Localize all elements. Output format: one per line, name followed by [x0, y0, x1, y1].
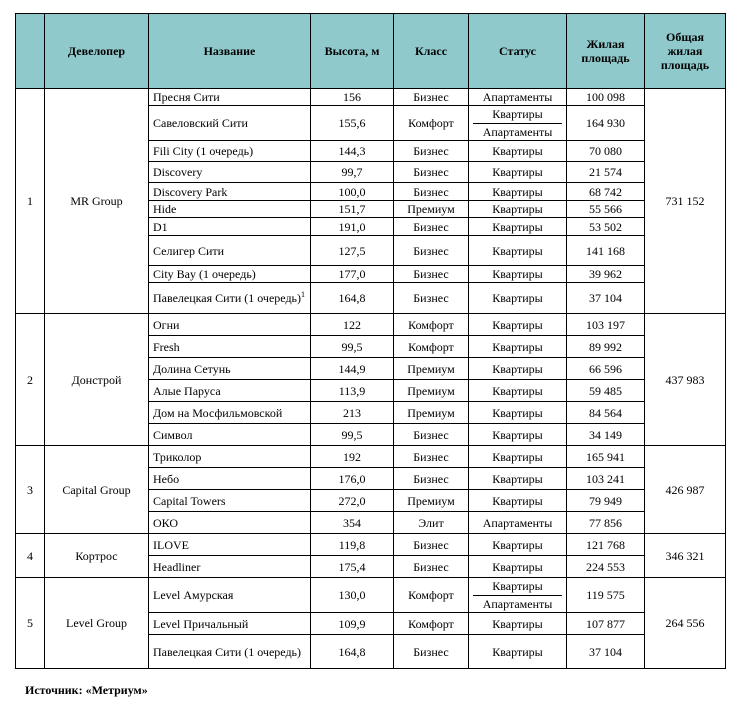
height-value: 144,9 — [311, 358, 394, 380]
project-name-text: City Bay (1 очередь) — [153, 267, 256, 281]
project-name-text: Fresh — [153, 339, 180, 354]
height-value: 175,4 — [311, 556, 394, 578]
project-name-text: Павелецкая Сити (1 очередь) — [153, 644, 302, 659]
group-number: 4 — [16, 534, 45, 578]
area-value: 119 575 — [567, 578, 645, 613]
area-value: 77 856 — [567, 512, 645, 534]
project-name-text: Пресня Сити — [153, 90, 220, 104]
area-value: 164 930 — [567, 106, 645, 141]
project-name-text: Capital Towers — [153, 493, 226, 508]
project-name — [149, 336, 311, 358]
status-value: Апартаменты — [469, 512, 567, 534]
height-value: 119,8 — [311, 534, 394, 556]
area-value: 121 768 — [567, 534, 645, 556]
class-value: Бизнес — [394, 635, 469, 669]
class-value: Комфорт — [394, 578, 469, 613]
status-value: Квартиры — [469, 162, 567, 183]
table-row — [16, 446, 726, 468]
area-value: 103 241 — [567, 468, 645, 490]
area-value: 66 596 — [567, 358, 645, 380]
project-name — [149, 236, 311, 266]
total-area-value: 346 321 — [645, 534, 726, 578]
area-value: 37 104 — [567, 283, 645, 314]
class-value: Премиум — [394, 402, 469, 424]
total-area-value: 426 987 — [645, 446, 726, 534]
status-value: Квартиры — [469, 336, 567, 358]
status-value: Квартиры — [469, 635, 567, 669]
status-item: Квартиры — [492, 579, 543, 594]
height-value: 130,0 — [311, 578, 394, 613]
class-value: Премиум — [394, 490, 469, 512]
height-value: 99,5 — [311, 424, 394, 446]
project-name — [149, 556, 311, 578]
header-class: Класс — [394, 14, 469, 89]
area-value: 103 197 — [567, 314, 645, 336]
header-developer: Девелопер — [45, 14, 149, 89]
area-value: 89 992 — [567, 336, 645, 358]
area-value: 141 168 — [567, 236, 645, 266]
class-value: Бизнес — [394, 468, 469, 490]
class-value: Бизнес — [394, 446, 469, 468]
header-total-area: Общая жилая площадь — [645, 14, 726, 89]
status-value: Квартиры — [469, 380, 567, 402]
status-value: Квартиры — [469, 424, 567, 446]
height-value: 127,5 — [311, 236, 394, 266]
group-number: 3 — [16, 446, 45, 534]
status-item: Квартиры — [492, 107, 543, 122]
project-name — [149, 266, 311, 283]
area-value: 107 877 — [567, 613, 645, 635]
height-value: 156 — [311, 89, 394, 106]
class-value: Премиум — [394, 201, 469, 218]
height-value: 100,0 — [311, 183, 394, 201]
project-name — [149, 468, 311, 490]
project-name — [149, 162, 311, 183]
height-value: 109,9 — [311, 613, 394, 635]
project-name-text: Селигер Сити — [153, 243, 225, 258]
height-value: 354 — [311, 512, 394, 534]
total-area-value: 437 983 — [645, 314, 726, 446]
project-name-text: Триколор — [153, 449, 202, 464]
area-value: 55 566 — [567, 201, 645, 218]
height-value: 192 — [311, 446, 394, 468]
header-height: Высота, м — [311, 14, 394, 89]
project-name — [149, 578, 311, 613]
status-value: Квартиры — [469, 141, 567, 162]
project-name — [149, 106, 311, 141]
developers-table — [15, 13, 726, 669]
class-value: Бизнес — [394, 183, 469, 201]
status-value: Квартиры — [469, 534, 567, 556]
project-name — [149, 201, 311, 218]
area-value: 37 104 — [567, 635, 645, 669]
status-value: Квартиры — [469, 490, 567, 512]
table-row — [16, 578, 726, 613]
project-name-text: Павелецкая Сити (1 очередь) — [153, 291, 302, 305]
height-value: 144,3 — [311, 141, 394, 162]
table-row — [16, 534, 726, 556]
class-value: Премиум — [394, 358, 469, 380]
project-name — [149, 358, 311, 380]
height-value: 213 — [311, 402, 394, 424]
area-value: 39 962 — [567, 266, 645, 283]
project-name-text: Hide — [153, 202, 177, 216]
project-name — [149, 89, 311, 106]
area-value: 79 949 — [567, 490, 645, 512]
project-name-text: Алые Паруса — [153, 383, 221, 398]
developer-name: MR Group — [45, 89, 149, 314]
status-value: Квартиры — [469, 468, 567, 490]
status-item: Апартаменты — [473, 595, 562, 613]
class-value: Бизнес — [394, 556, 469, 578]
height-value: 177,0 — [311, 266, 394, 283]
class-value: Комфорт — [394, 106, 469, 141]
developer-name: Capital Group — [45, 446, 149, 534]
project-name-text: Discovery Park — [153, 184, 228, 199]
height-value: 99,7 — [311, 162, 394, 183]
class-value: Комфорт — [394, 314, 469, 336]
table-row — [16, 314, 726, 336]
project-name-text: Долина Сетунь — [153, 361, 231, 376]
group-number: 2 — [16, 314, 45, 446]
status-value: Квартиры — [469, 218, 567, 236]
developer-name: Донстрой — [45, 314, 149, 446]
class-value: Бизнес — [394, 424, 469, 446]
group-number: 1 — [16, 89, 45, 314]
area-value: 70 080 — [567, 141, 645, 162]
project-name-text: Огни — [153, 317, 180, 332]
project-name-text: Level Амурская — [153, 588, 234, 602]
group-number: 5 — [16, 578, 45, 669]
total-area-value: 264 556 — [645, 578, 726, 669]
project-name — [149, 512, 311, 534]
area-value: 165 941 — [567, 446, 645, 468]
developer-name: Level Group — [45, 578, 149, 669]
project-name-text: Fili City (1 очередь) — [153, 144, 254, 158]
area-value: 53 502 — [567, 218, 645, 236]
status-value: Квартиры — [469, 314, 567, 336]
table-row — [16, 89, 726, 106]
status-value: Квартиры — [469, 266, 567, 283]
height-value: 164,8 — [311, 283, 394, 314]
height-value: 155,6 — [311, 106, 394, 141]
class-value: Бизнес — [394, 141, 469, 162]
class-value: Бизнес — [394, 236, 469, 266]
project-name — [149, 141, 311, 162]
header-num — [16, 14, 45, 89]
project-name — [149, 218, 311, 236]
height-value: 151,7 — [311, 201, 394, 218]
project-name — [149, 635, 311, 669]
project-name — [149, 613, 311, 635]
height-value: 113,9 — [311, 380, 394, 402]
height-value: 176,0 — [311, 468, 394, 490]
status-value: Квартиры — [469, 402, 567, 424]
developer-name: Кортрос — [45, 534, 149, 578]
status-value: Квартиры — [469, 283, 567, 314]
height-value: 272,0 — [311, 490, 394, 512]
class-value: Премиум — [394, 380, 469, 402]
project-name-text: Headliner — [153, 559, 201, 574]
status-value: Квартиры — [469, 358, 567, 380]
footnote-marker: 1 — [301, 290, 306, 299]
header-status: Статус — [469, 14, 567, 89]
project-name-text: D1 — [153, 219, 168, 234]
area-value: 21 574 — [567, 162, 645, 183]
project-name — [149, 183, 311, 201]
area-value: 84 564 — [567, 402, 645, 424]
class-value: Элит — [394, 512, 469, 534]
status-value: Апартаменты — [469, 89, 567, 106]
project-name-text: Level Причальный — [153, 616, 249, 631]
project-name-text: Discovery — [153, 165, 203, 179]
class-value: Бизнес — [394, 218, 469, 236]
status-value: Квартиры — [469, 201, 567, 218]
status-value — [469, 106, 567, 141]
height-value: 99,5 — [311, 336, 394, 358]
class-value: Комфорт — [394, 613, 469, 635]
project-name — [149, 380, 311, 402]
project-name — [149, 424, 311, 446]
header-area: Жилая площадь — [567, 14, 645, 89]
project-name — [149, 490, 311, 512]
area-value: 100 098 — [567, 89, 645, 106]
project-name — [149, 534, 311, 556]
project-name-text: ILOVE — [153, 537, 189, 552]
class-value: Бизнес — [394, 162, 469, 183]
status-value: Квартиры — [469, 183, 567, 201]
project-name — [149, 283, 311, 314]
height-value: 122 — [311, 314, 394, 336]
class-value: Бизнес — [394, 283, 469, 314]
project-name-text: Символ — [153, 427, 193, 442]
source-note: Источник: «Метриум» — [25, 683, 148, 697]
project-name-text: Савеловский Сити — [153, 116, 248, 130]
status-value: Квартиры — [469, 556, 567, 578]
project-name-text: Небо — [153, 471, 180, 486]
area-value: 34 149 — [567, 424, 645, 446]
height-value: 191,0 — [311, 218, 394, 236]
class-value: Бизнес — [394, 266, 469, 283]
status-value — [469, 578, 567, 613]
height-value: 164,8 — [311, 635, 394, 669]
project-name-text: ОКО — [153, 515, 179, 530]
area-value: 59 485 — [567, 380, 645, 402]
header-row — [16, 14, 726, 89]
status-value: Квартиры — [469, 236, 567, 266]
project-name — [149, 314, 311, 336]
area-value: 224 553 — [567, 556, 645, 578]
status-value: Квартиры — [469, 613, 567, 635]
total-area-value: 731 152 — [645, 89, 726, 314]
area-value: 68 742 — [567, 183, 645, 201]
class-value: Бизнес — [394, 89, 469, 106]
status-value: Квартиры — [469, 446, 567, 468]
class-value: Комфорт — [394, 336, 469, 358]
project-name — [149, 402, 311, 424]
project-name-text: Дом на Мосфильмовской — [153, 405, 283, 420]
class-value: Бизнес — [394, 534, 469, 556]
project-name — [149, 446, 311, 468]
header-name: Название — [149, 14, 311, 89]
status-item: Апартаменты — [473, 123, 562, 141]
